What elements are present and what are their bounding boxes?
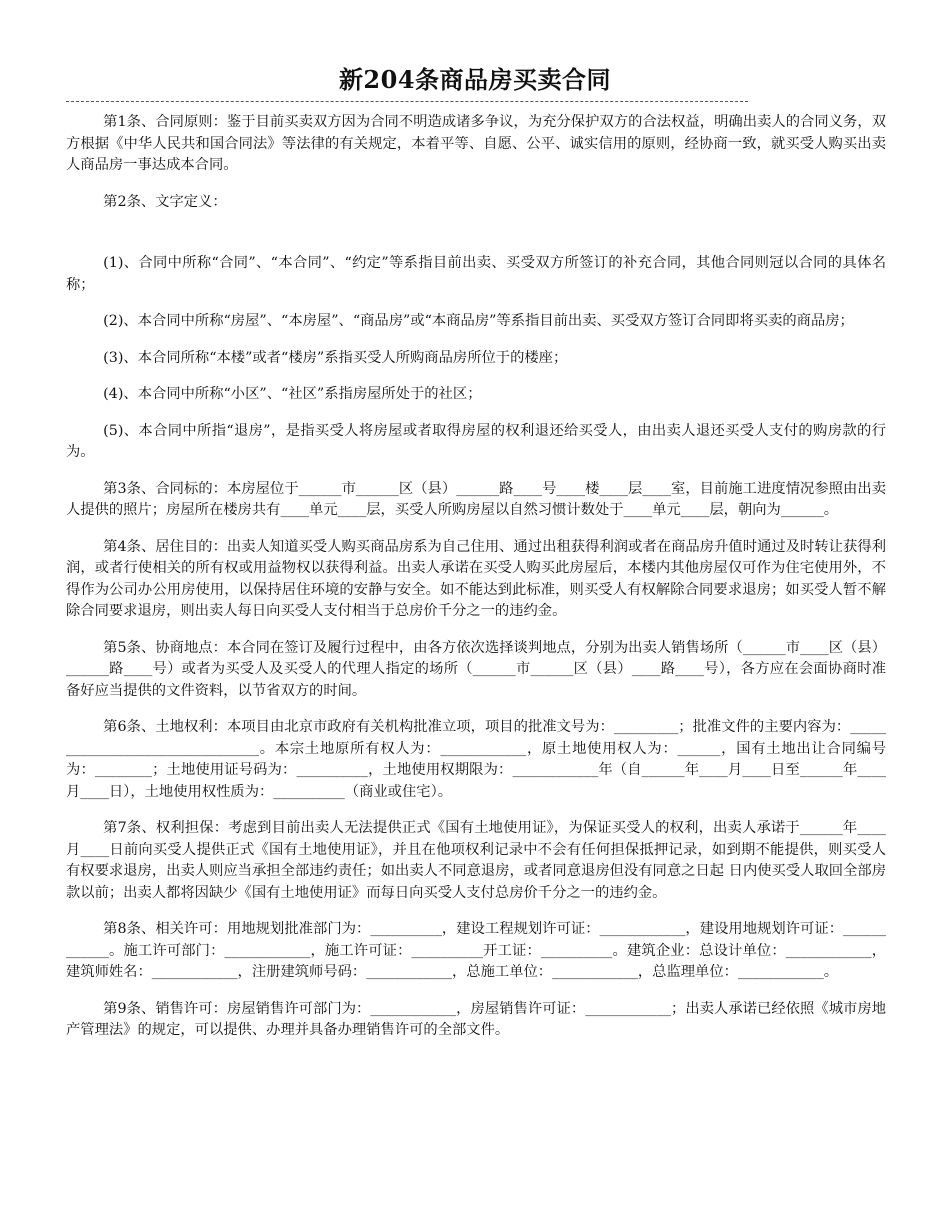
page-title: 新204条商品房买卖合同	[338, 65, 612, 94]
spacer	[66, 464, 886, 479]
spacer	[66, 702, 886, 717]
spacer	[66, 296, 886, 311]
definition-4: (4)、本合同中所称“小区”、“社区”系指房屋所处于的社区；	[103, 386, 482, 402]
article-8: 第8条、相关许可：用地规划批准部门为：__________，建设工程规划许可证：____________，建设用地规划许可证：____________。施工许可部门：____________，施工许可证：__________开工证：__________。建筑企业：总设计单位：____________，建筑师姓名：____________，注册建筑师号码：____________，总施工单位：____________，总监理单位：____________。	[66, 921, 886, 980]
spacer	[66, 213, 886, 253]
spacer	[66, 177, 886, 192]
article-2-heading: 第2条、文字定义：	[103, 193, 227, 210]
article-5: 第5条、协商地点：本合同在签订及履行过程中，由各方依次选择谈判地点，分别为出卖人销售场所（______市____区（县）______路____号）或者为买受人及买受人的代理人指定的场所（______市______区（县）____路____号），各方应在会面协商时准备好应当提供的文件资料，以节省双方的时间。	[66, 639, 886, 699]
title-divider	[66, 101, 748, 102]
spacer	[66, 623, 886, 638]
article-7: 第7条、权利担保：考虑到目前出卖人无法提供正式《国有土地使用证》，为保证买受人的权利，出卖人承诺于______年____月____日前向买受人提供正式《国有土地使用证》，并且在他项权利记录中不会有任何担保抵押记录，如到期不能提供，则买受人有权要求退房，出卖人则应当承担全部违约责任；如出卖人不同意退房，或者同意退房但没有同意之日起 日内使买受人取回全部房款以前；出卖人都将因缺少《国有土地使用证》而每日向买受人支付总房价千分之一的违约金。	[66, 820, 886, 901]
spacer	[66, 369, 886, 384]
spacer	[66, 406, 886, 421]
spacer	[66, 904, 886, 919]
article-3: 第3条、合同标的：本房屋位于______市______区（县）______路____号____楼____层____室，目前施工进度情况参照由出卖人提供的照片；房屋所在楼房共有____单元____层，买受人所购房屋以自然习惯计数处于____单元____层，朝向为______。	[66, 480, 886, 518]
article-1: 第1条、合同原则：鉴于目前买卖双方因为合同不明造成诸多争议，为充分保护双方的合法权益，明确出卖人的合同义务，双方根据《中华人民共和国合同法》等法律的有关规定，本着平等、自愿、公平、诚实信用的原则，经协商一致，就买受人购买出卖人商品房一事达成本合同。	[66, 114, 886, 173]
spacer	[66, 984, 886, 999]
definition-5: (5)、本合同中所指“退房”，是指买受人将房屋或者取得房屋的权利退还给买受人，由出卖人退还买受人支付的购房款的行为。	[66, 422, 886, 460]
definition-1: (1)、合同中所称“合同”、“本合同”、“约定”等系指目前出卖、买受双方所签订的补充合同，其他合同则冠以合同的具体名称；	[66, 255, 886, 293]
article-9: 第9条、销售许可：房屋销售许可部门为：____________，房屋销售许可证：____________；出卖人承诺已经依照《城市房地产管理法》的规定，可以提供、办理并具备办理销售许可的全部文件。	[66, 1000, 886, 1038]
article-6: 第6条、土地权利：本项目由北京市政府有关机构批准立项，项目的批准文号为：_________；批准文件的主要内容为：________________________________。本宗土地原所有权人为：____________，原土地使用权人为：______，国有土地出让合同编号为：________；土地使用证号码为：__________，土地使用权期限为：____________年（自______年____月____日至______年____月____日），土地使用权性质为：__________（商业或住宅）。	[66, 719, 886, 800]
definition-2: (2)、本合同中所称“房屋”、“本房屋”、“商品房”或“本商品房”等系指目前出卖、买受双方签订合同即将买卖的商品房；	[103, 313, 854, 329]
article-4: 第4条、居住目的：出卖人知道买受人购买商品房系为自己住用、通过出租获得利润或者在商品房升值时通过及时转让获得利润，或者行使相关的所有权或用益物权以获得利益。出卖人承诺在买受人购买此房屋后，本楼内其他房屋仅可作为住宅使用外，不得作为公司办公用房使用，以保持居住环境的安静与安全。如不能达到此标准，则买受人有权解除合同要求退房；如买受人暂不解除合同要求退房，则出卖人每日向买受人支付相当于总房价千分之一的违约金。	[66, 538, 886, 619]
spacer	[66, 803, 886, 818]
contract-body	[66, 112, 886, 1042]
spacer	[66, 333, 886, 348]
definition-3: (3)、本合同所称“本楼”或者“楼房”系指买受人所购商品房所位于的楼座；	[103, 349, 568, 366]
spacer	[66, 522, 886, 537]
